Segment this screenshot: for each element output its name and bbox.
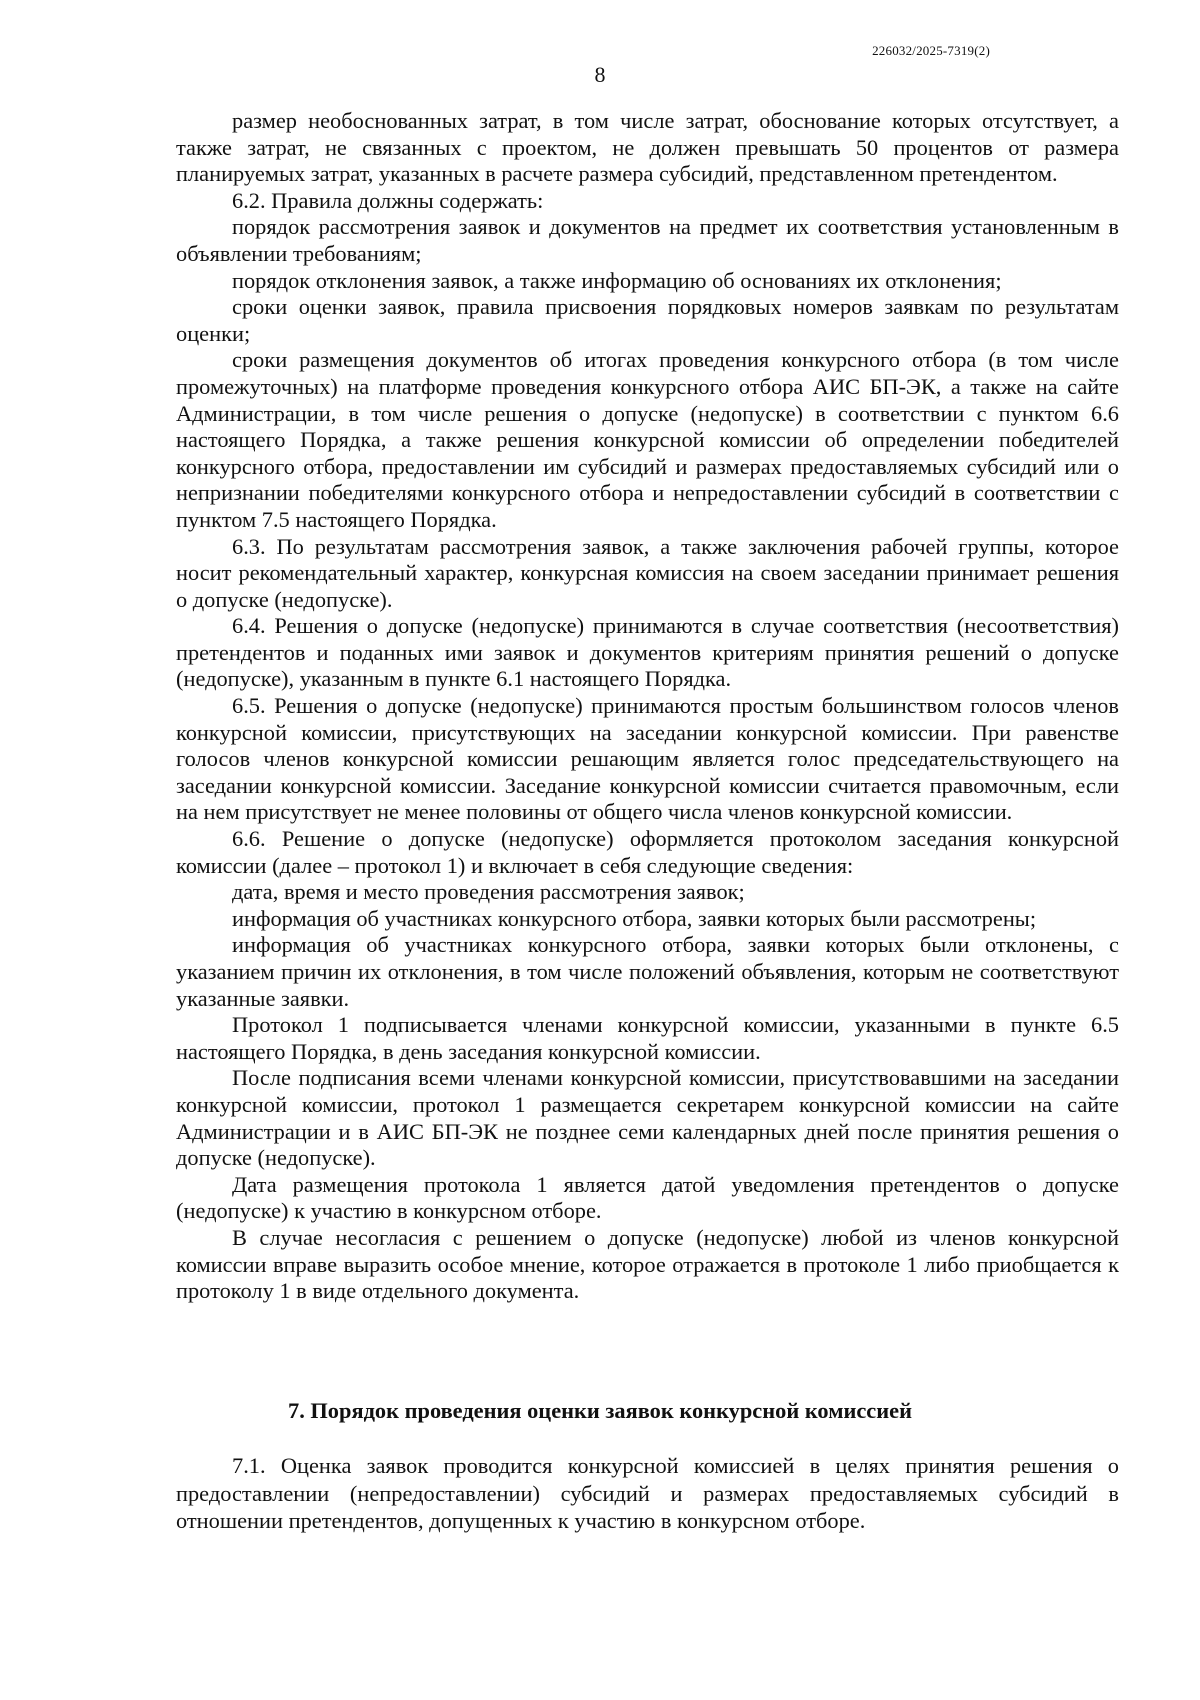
paragraph-6-2: 6.2. Правила должны содержать:	[232, 187, 544, 213]
paragraph-notification-date: Дата размещения протокола 1 является датой уведомления претендентов о допуске (недопуске) к участию в конкурсном отборе.	[176, 1171, 1119, 1224]
paragraph-6-3: 6.3. По результатам рассмотрения заявок, а также заключения рабочей группы, которое носит рекомендательный характер, конкурсная комиссия на своем заседании принимает решения о допуске (недопуске).	[176, 533, 1119, 612]
paragraph-date-time-place: дата, время и место проведения рассмотрения заявок;	[232, 879, 745, 905]
paragraph-7-1: 7.1. Оценка заявок проводится конкурсной комиссией в целях принятия решения о предоставлении (непредоставлении) субсидий и размерах предоставляемых субсидий в отношении претендентов, допущенных к участию в конкурсном отборе.	[176, 1453, 1119, 1533]
paragraph-6-6: 6.6. Решение о допуске (недопуске) оформляется протоколом заседания конкурсной комиссии (далее – протокол 1) и включает в себя следующие сведения:	[176, 826, 1119, 878]
paragraph-protocol-publication: После подписания всеми членами конкурсной комиссии, присутствовавшими на заседании конкурсной комиссии, протокол 1 размещается секретарем конкурсной комиссии на сайте Администрации и в АИС БП-ЭК не позднее семи календарных дней после принятия решения о допуске (недопуске).	[176, 1065, 1119, 1171]
paragraph-protocol-signing: Протокол 1 подписывается членами конкурсной комиссии, указанными в пункте 6.5 настоящего Порядка, в день заседания конкурсной комиссии.	[176, 1012, 1119, 1064]
document-registration-number: 226032/2025-7319(2)	[872, 43, 990, 58]
paragraph-reviewed-participants: информация об участниках конкурсного отбора, заявки которых были рассмотрены;	[232, 905, 1037, 931]
paragraph-6-4: 6.4. Решения о допуске (недопуске) принимаются в случае соответствия (несоответствия) претендентов и поданных ими заявок и документов критериям принятия решений о допуске (недопуске), указанным в пункте 6.1 настоящего Порядка.	[176, 613, 1119, 692]
paragraph-unjustified-costs: размер необоснованных затрат, в том числе затрат, обоснование которых отсутствует, а также затрат, не связанных с проектом, не должен превышать 50 процентов от размера планируемых затрат, указанных в расчете размера субсидий, представленном претендентом.	[176, 108, 1119, 187]
document-body	[176, 108, 1119, 1305]
section-7-heading: 7. Порядок проведения оценки заявок конкурсной комиссией	[288, 1398, 912, 1423]
paragraph-rejected-participants: информация об участниках конкурсного отбора, заявки которых были отклонены, с указанием причин их отклонения, в том числе положений объявления, которым не соответствуют указанные заявки.	[176, 932, 1119, 1011]
paragraph-publication-terms: сроки размещения документов об итогах проведения конкурсного отбора (в том числе промежуточных) на платформе проведения конкурсного отбора АИС БП-ЭК, а также на сайте Администрации, в том числе решения о допуске (недопуске) в соответствии с пунктом 6.6 настоящего Порядка, а также решения конкурсной комиссии об определении победителей конкурсного отбора, предоставлении им субсидий и размерах предоставляемых субсидий или о непризнании победителями конкурсного отбора и непредоставлении субсидий в соответствии с пунктом 7.5 настоящего Порядка.	[176, 347, 1119, 532]
paragraph-6-5: 6.5. Решения о допуске (недопуске) принимаются простым большинством голосов членов конкурсной комиссии, присутствующих на заседании конкурсной комиссии. При равенстве голосов членов конкурсной комиссии решающим является голос председательствующего на заседании конкурсной комиссии. Заседание конкурсной комиссии считается правомочным, если на нем присутствует не менее половины от общего числа членов конкурсной комиссии.	[176, 693, 1119, 825]
paragraph-review-procedure: порядок рассмотрения заявок и документов на предмет их соответствия установленным в объявлении требованиям;	[176, 214, 1119, 266]
page-number: 8	[594, 62, 606, 87]
section-7-body	[176, 1452, 1119, 1535]
paragraph-evaluation-terms: сроки оценки заявок, правила присвоения порядковых номеров заявкам по результатам оценки;	[176, 294, 1119, 346]
paragraph-rejection-procedure: порядок отклонения заявок, а также информацию об основаниях их отклонения;	[232, 267, 1002, 293]
paragraph-dissenting-opinion: В случае несогласия с решением о допуске (недопуске) любой из членов конкурсной комиссии вправе выразить особое мнение, которое отражается в протоколе 1 либо приобщается к протоколу 1 в виде отдельного документа.	[176, 1224, 1119, 1304]
